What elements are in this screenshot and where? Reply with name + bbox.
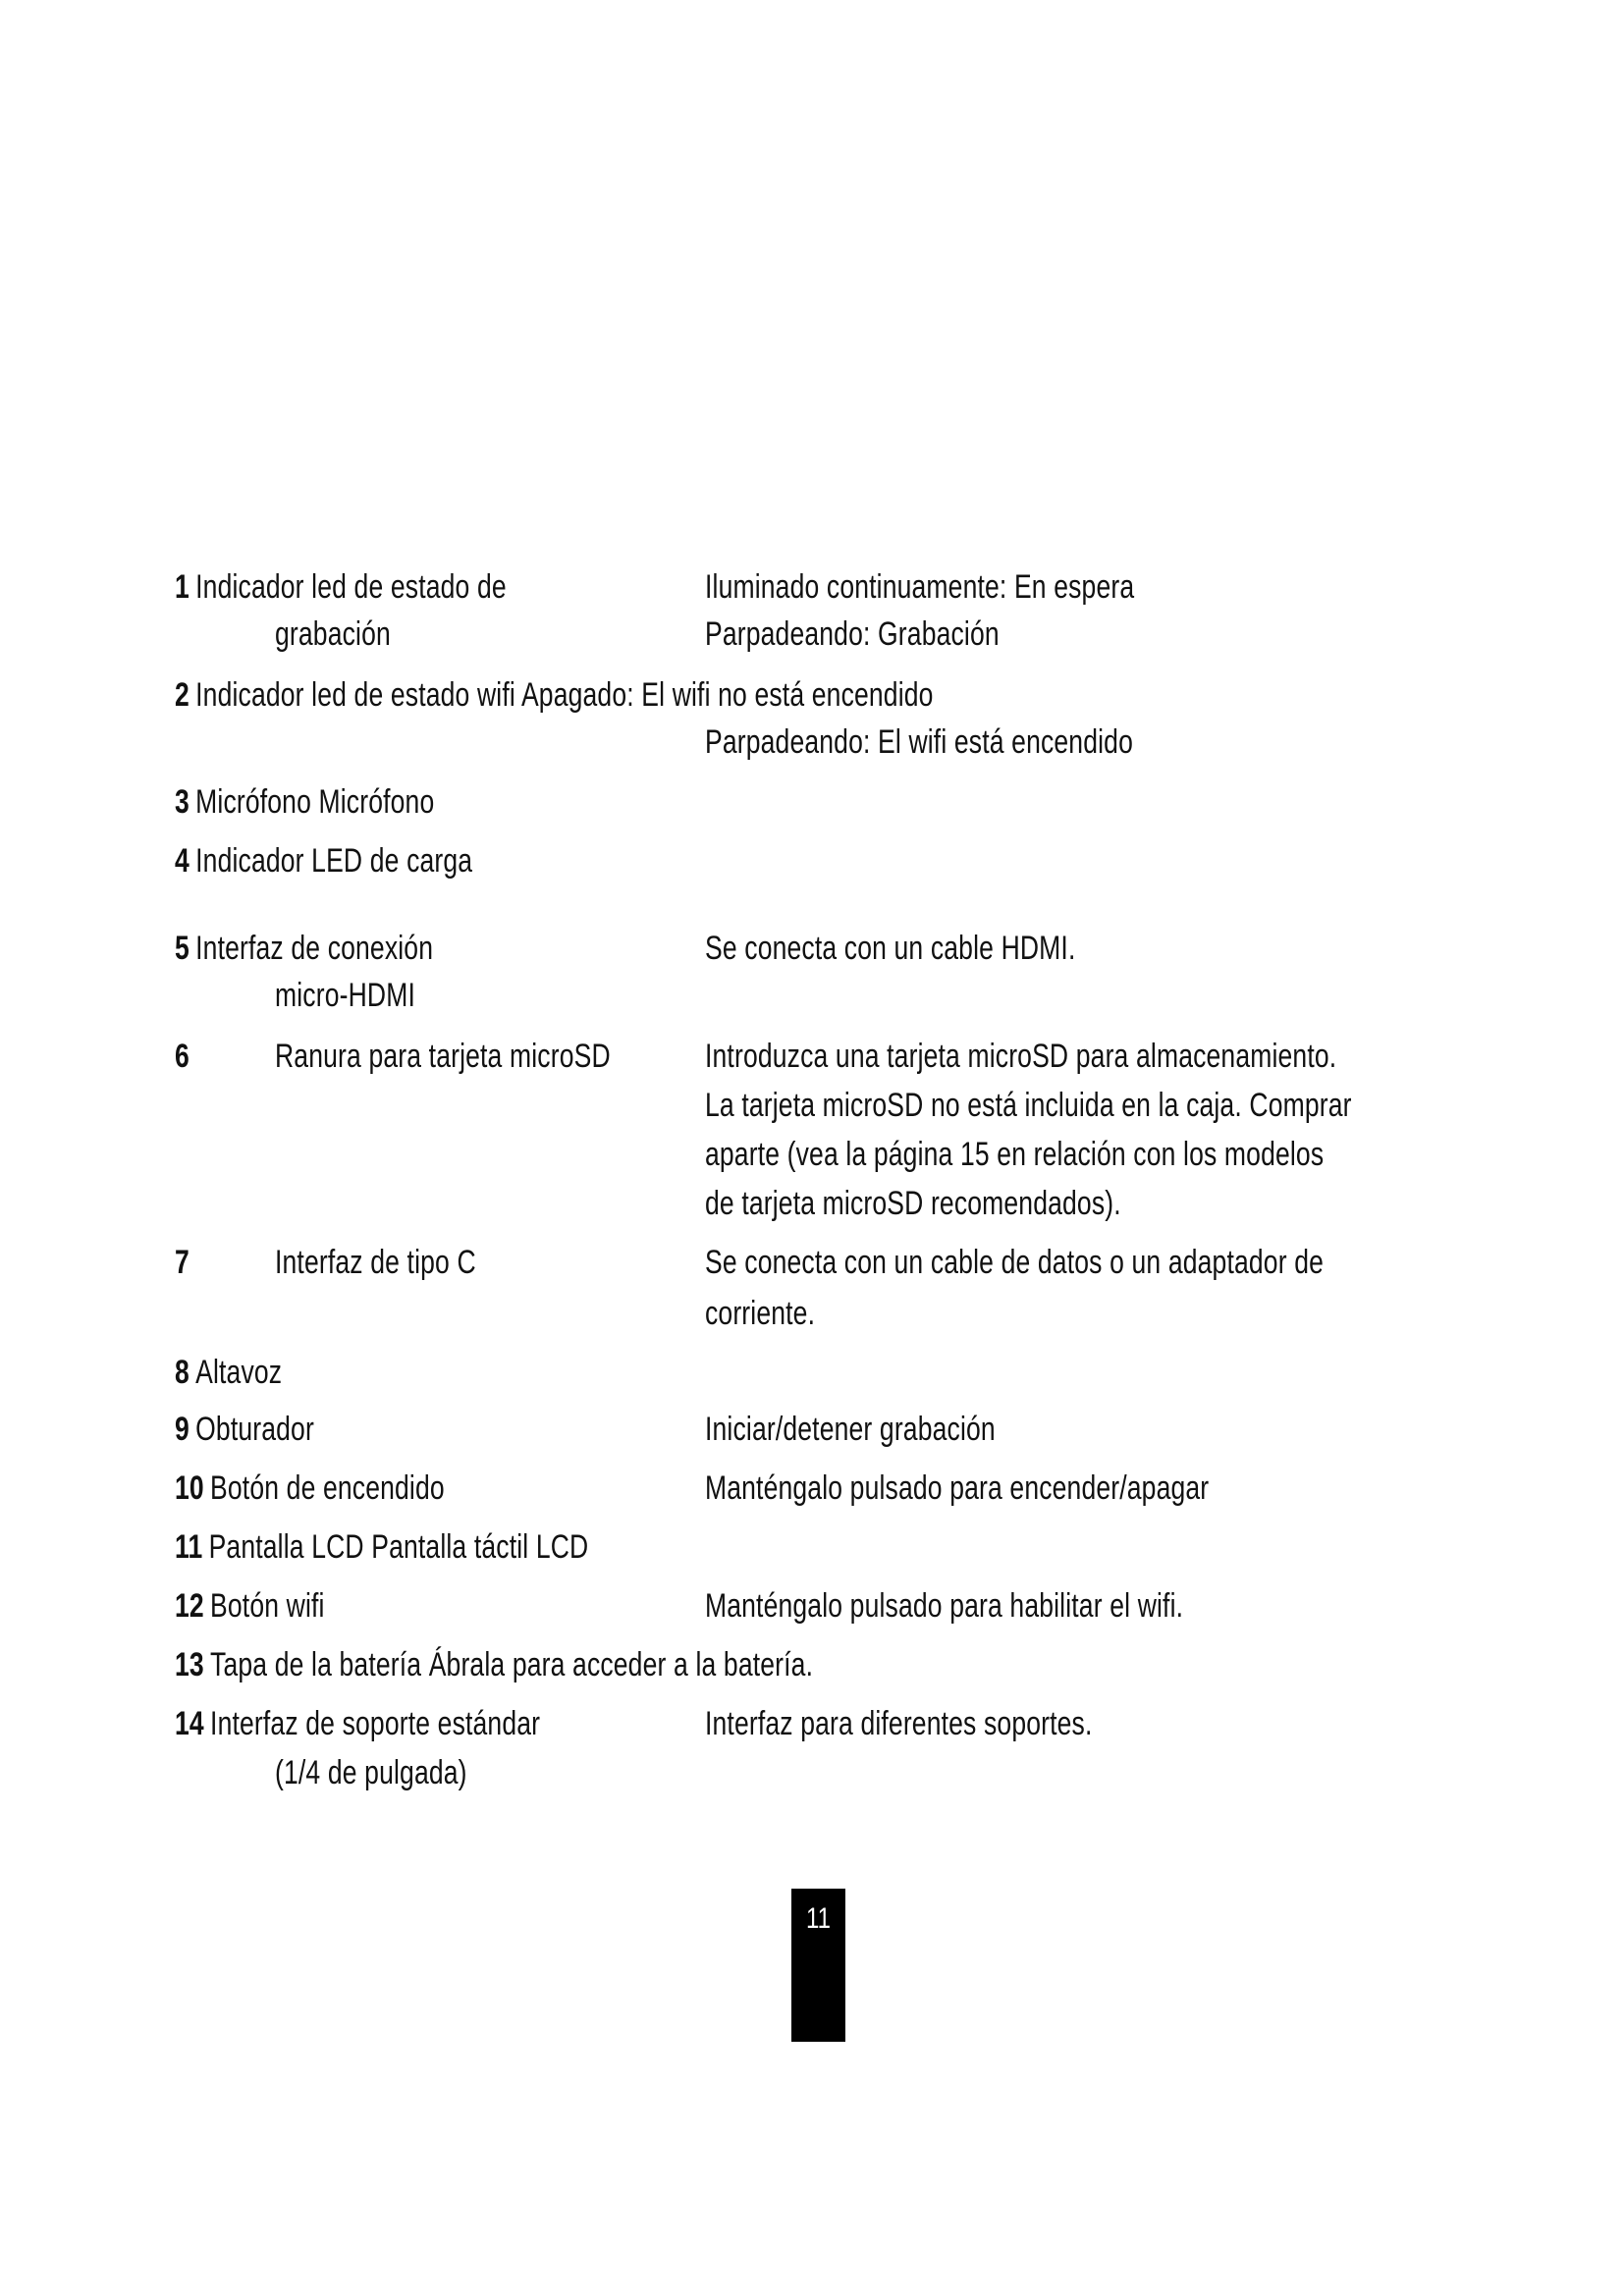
item-11-label (175, 1527, 588, 1567)
item-number: 1 (175, 568, 189, 606)
item-7-number: 7 (175, 1244, 189, 1281)
item-number: 9 (175, 1411, 189, 1448)
item-8-label (175, 1353, 282, 1392)
item-number: 13 (175, 1646, 204, 1683)
item-label: Botón wifi (210, 1587, 325, 1625)
item-1-label (175, 567, 507, 607)
item-9-label (175, 1410, 314, 1449)
item-label: Indicador LED de carga (195, 842, 473, 880)
item-1-label-cont: grabación (275, 615, 391, 653)
item-number: 10 (175, 1469, 204, 1507)
item-number: 2 (175, 676, 189, 714)
item-number: 3 (175, 783, 189, 821)
item-3-label (175, 782, 434, 822)
item-14-label-cont: (1/4 de pulgada) (275, 1754, 467, 1791)
item-label: Indicador led de estado de (195, 568, 507, 606)
item-label: Micrófono Micrófono (195, 783, 435, 821)
item-6-desc-line: Introduzca una tarjeta microSD para almacenamiento. (705, 1038, 1337, 1075)
item-14-label (175, 1704, 540, 1743)
item-label: Obturador (195, 1411, 314, 1448)
item-label: Interfaz de soporte estándar (210, 1705, 541, 1742)
item-1-desc-line: Parpadeando: Grabación (705, 615, 1000, 653)
item-6-desc-line: de tarjeta microSD recomendados). (705, 1185, 1121, 1222)
item-number: 5 (175, 930, 189, 967)
item-label: Altavoz (195, 1354, 283, 1391)
item-10-desc-line: Manténgalo pulsado para encender/apagar (705, 1469, 1210, 1507)
item-number: 14 (175, 1705, 204, 1742)
item-label: Tapa de la batería Ábrala para acceder a la batería. (210, 1646, 814, 1683)
page-number-tab (791, 1889, 845, 2042)
item-number: 11 (175, 1528, 203, 1566)
item-5-desc-line: Se conecta con un cable HDMI. (705, 930, 1076, 967)
item-6-number: 6 (175, 1038, 189, 1075)
item-1-desc-line: Iluminado continuamente: En espera (705, 568, 1135, 606)
item-13-label (175, 1645, 813, 1684)
item-6-desc-line: La tarjeta microSD no está incluida en la caja. Comprar (705, 1087, 1352, 1124)
item-number: 8 (175, 1354, 189, 1391)
item-6-desc-line: aparte (vea la página 15 en relación con los modelos (705, 1136, 1325, 1173)
item-2-desc-line: Parpadeando: El wifi está encendido (705, 723, 1133, 761)
item-number: 4 (175, 842, 189, 880)
item-label: Interfaz de conexión (195, 930, 434, 967)
item-12-desc-line: Manténgalo pulsado para habilitar el wifi. (705, 1587, 1184, 1625)
item-10-label (175, 1468, 445, 1508)
item-14-desc-line: Interfaz para diferentes soportes. (705, 1705, 1093, 1742)
item-6-label: Ranura para tarjeta microSD (275, 1038, 611, 1075)
item-label: Pantalla LCD Pantalla táctil LCD (208, 1528, 589, 1566)
item-12-label (175, 1586, 325, 1626)
item-5-label-cont: micro-HDMI (275, 977, 415, 1014)
item-4-label (175, 841, 472, 881)
item-7-desc-line: Se conecta con un cable de datos o un adaptador de (705, 1244, 1325, 1281)
item-number: 12 (175, 1587, 204, 1625)
item-9-desc-line: Iniciar/detener grabación (705, 1411, 996, 1448)
item-label: Indicador led de estado wifi Apagado: El wifi no está encendido (195, 676, 934, 714)
item-2-label (175, 675, 934, 715)
item-7-desc-line: corriente. (705, 1295, 816, 1332)
item-7-label: Interfaz de tipo C (275, 1244, 476, 1281)
item-5-label (175, 929, 433, 968)
item-label: Botón de encendido (210, 1469, 445, 1507)
page-number: 11 (806, 1902, 831, 1935)
